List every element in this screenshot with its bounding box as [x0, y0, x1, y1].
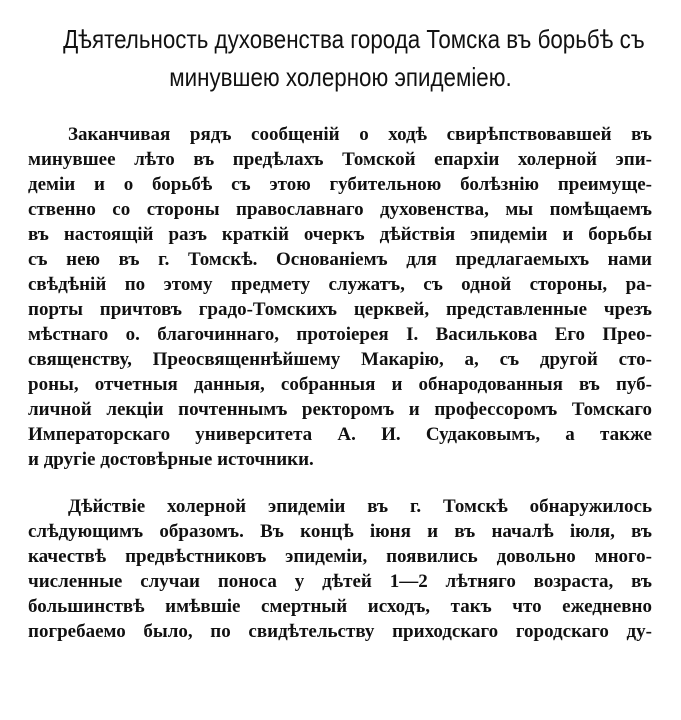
article-title-line-1: Дѣятельность духовенства города Томска въ борьбѣ съ [63, 24, 645, 54]
paragraph-1-line: свѣдѣній по этому предмету служатъ, съ одной стороны, ра- [28, 274, 652, 295]
paragraph-1-line: и другіе достовѣрные источники. [28, 449, 314, 470]
paragraph-2-line: слѣдующимъ образомъ. Въ концѣ іюня и въ началѣ іюля, въ [28, 521, 652, 542]
paragraph-1-line: деміи и о борьбѣ съ этою губительною болѣзнію преимуще- [28, 174, 652, 195]
paragraph-1-line: въ настоящій разъ краткій очеркъ дѣйствія эпидеміи и борьбы [28, 224, 652, 245]
paragraph-2-line: качествѣ предвѣстниковъ эпидеміи, появились довольно много- [28, 546, 652, 567]
paragraph-1-line: съ нею въ г. Томскѣ. Основаніемъ для предлагаемыхъ нами [28, 249, 652, 270]
paragraph-1-line: священству, Преосвященнѣйшему Макарію, а, съ другой сто- [28, 349, 652, 370]
paragraph-1-line: Императорскаго университета А. И. Судаковымъ, а также [28, 424, 652, 445]
paragraph-1-line: ственно со стороны православнаго духовенства, мы помѣщаемъ [28, 199, 652, 220]
paragraph-2-line: Дѣйствіе холерной эпидеміи въ г. Томскѣ обнаружилось [68, 496, 652, 517]
paragraph-1-line: личной лекціи почтеннымъ ректоромъ и профессоромъ Томскаго [28, 399, 652, 420]
paragraph-1-line: мѣстнаго о. благочиннаго, протоіерея І. Василькова Его Прео- [28, 324, 652, 345]
paragraph-1-line: Заканчивая рядъ сообщеній о ходѣ свирѣпствовавшей въ [68, 124, 652, 145]
paragraph-2-line: погребаемо было, по свидѣтельству приходскаго городскаго ду- [28, 621, 652, 642]
paragraph-2-line: большинствѣ имѣвшіе смертный исходъ, такъ что ежедневно [28, 596, 652, 617]
paragraph-1-line: роны, отчетныя данныя, собранныя и обнародованныя въ пуб- [28, 374, 652, 395]
paragraph-2-line: численные случаи поноса у дѣтей 1—2 лѣтняго возраста, въ [28, 571, 652, 592]
article-title-line-2: минувшею холерною эпидеміею. [169, 62, 512, 92]
paragraph-1-line: порты причтовъ градо-Томскихъ церквей, представленные чрезъ [28, 299, 652, 320]
paragraph-1-line: минувшее лѣто въ предѣлахъ Томской епархіи холерной эпи- [28, 149, 652, 170]
